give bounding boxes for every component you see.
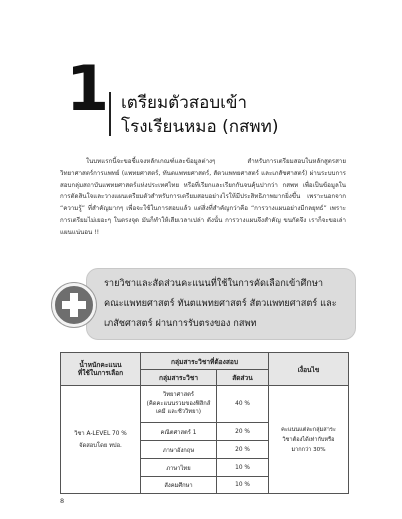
- header-weight-line1: น้ำหนักคะแนน: [79, 360, 122, 369]
- header-weight-line2: ที่ใช้ในการเลือก: [77, 369, 124, 377]
- intro-paragraph: ในบทแรกนี้จะขอชี้แจงหลักเกณฑ์และข้อมูลต่างๆ สำหรับการเตรียมสอบในหลักสูตรสายวิทยาศาสตร์การแพทย์ (แพทยศาสตร์, ทันตแพทยศาสตร์, สัตวแพทยศาสตร์ และเภสัชศาสตร์) ผ่านระบบการสอบกลุ่มสถาบันแพทยศาสตร์แห่งประเทศไทย หรือที่เรียกและเรียกกันจนคุ้นปากว่า กสพท เพื่อเป็นข้อมูลในการตัดสินใจและวางแผนเตรียมตัวสำหรับการเตรียมสอบอย่างไรให้มีประสิทธิภาพมากยิ่งขึ้น เพราะนอกจาก “ความรู้” ที่สำคัญมากๆ เพื่อจะใช้ในการสอบแล้ว แต่สิ่งที่สำคัญกว่าคือ “การวางแผนอย่างมีกลยุทธ์” เพราะการเตรียมไม่เยอะๆ ในตรงจุด มันก็ทำให้เสียเวลาเปล่า ดังนั้น การวางแผนจึงสำคัญ ขนกัดจึง เราก็จะขอเล่าแผนแน่นอน !!: [60, 158, 346, 236]
- chapter-title-line2: โรงเรียนหมอ (กสพท): [121, 117, 279, 137]
- criteria-cell: [269, 386, 349, 494]
- ratio-cell: 20 %: [217, 423, 269, 441]
- header-weight: [61, 353, 141, 386]
- header-group: กลุ่มสาระวิชาที่ต้องสอบ: [141, 353, 269, 370]
- criteria-line1: คะแนนแต่ละกลุ่มสาระ: [281, 426, 336, 433]
- criteria-line2: วิชาต้องได้เท่ากับหรือ: [282, 436, 335, 443]
- subject-cell: [141, 386, 217, 423]
- header-criteria: เงื่อนไข: [269, 353, 349, 386]
- subject-cell: สังคมศึกษา: [141, 477, 217, 494]
- ratio-cell: 40 %: [217, 386, 269, 423]
- subject-cell: ภาษาไทย: [141, 459, 217, 477]
- weight-line2: จัดสอบโดย ทปอ.: [79, 442, 122, 449]
- callout-line3: เภสัชศาสตร์ ผ่านการรับตรงของ กสพท: [104, 318, 257, 329]
- ratio-cell: 10 %: [217, 477, 269, 494]
- ratio-cell: 20 %: [217, 441, 269, 459]
- subject-line: วิทยาศาสตร์: [162, 392, 195, 399]
- medical-cross-icon: [52, 283, 96, 327]
- chapter-number: 1: [66, 52, 110, 125]
- callout-line2: คณะแพทยศาสตร์ ทันตแพทยศาสตร์ สัตวแพทยศาสตร์ และ: [104, 298, 337, 309]
- page-number: 8: [60, 497, 65, 505]
- chapter-title-line1: เตรียมตัวสอบเข้า: [121, 93, 248, 113]
- subject-line: (คิดคะแนนรวมของฟิสิกส์: [146, 400, 211, 407]
- callout-line1: รายวิชาและสัดส่วนคะแนนที่ใช้ในการคัดเลือกเข้าศึกษา: [104, 278, 324, 289]
- criteria-line3: มากกว่า 30%: [291, 446, 326, 453]
- chapter-divider: [109, 92, 111, 136]
- requirements-table-wrap: [60, 352, 348, 494]
- cross-horizontal: [62, 301, 86, 309]
- requirements-table: [60, 352, 349, 494]
- subject-cell: ภาษาอังกฤษ: [141, 441, 217, 459]
- weight-line1: วิชา A-LEVEL 70 %: [74, 430, 127, 437]
- subject-line: เคมี และชีววิทยา): [155, 409, 202, 416]
- weight-cell: [61, 386, 141, 494]
- header-subject: กลุ่มสาระวิชา: [141, 370, 217, 386]
- ratio-cell: 10 %: [217, 459, 269, 477]
- subject-cell: คณิตศาสตร์ 1: [141, 423, 217, 441]
- table-row: [61, 386, 349, 423]
- header-ratio: สัดส่วน: [217, 370, 269, 386]
